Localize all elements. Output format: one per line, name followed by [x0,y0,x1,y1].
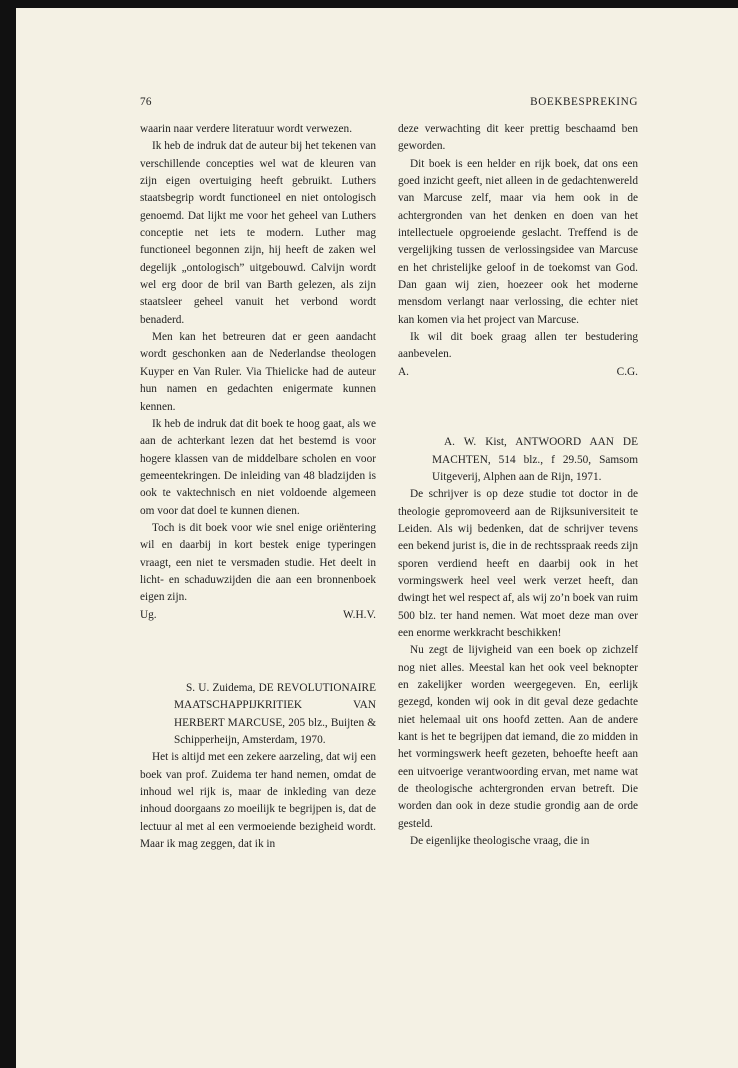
signature-initials: C.G. [616,365,638,378]
paragraph: Nu zegt de lijvigheid van een boek op zichzelf nog niet alles. Meestal kan het ook veel beknopter en zakelijker worden weergegeven. En, eerlijk gezegd, konden wij ook in dit geval deze gedachte niet helemaal uit ons hoofd zetten. Aan de andere kant is het te begrijpen dat iemand, die zo midden in het vormingswerk heeft gezeten, behoefte heeft aan een uitvoerige verantwoording ervan, met name wat de theologische achtergronden ervan betreft. Die worden dan ook in deze studie grondig aan de orde gesteld. [398,644,638,830]
scan-border-top [0,0,738,8]
paragraph: De eigenlijke theologische vraag, die in [410,835,590,848]
signature-initials: W.H.V. [343,608,376,621]
left-column [140,121,376,853]
paragraph: Toch is dit boek voor wie snel enige oriëntering wil en daarbij in kort bestek enige typeringen vraagt, een niet te versmaden studie. Het deelt in licht- en schaduwzijden die aan een bronnenboek eigen zijn. [140,521,376,604]
paragraph: Dit boek is een helder en rijk boek, dat ons een goed inzicht geeft, niet alleen in de gedachtenwereld van Marcuse zelf, maar via hem ook in de achtergronden van het denken en doen van het intellectuele opgroeiende geslacht. Treffend is de vergelijking tussen de verlossingsidee van Marcuse en het christelijke geloof in de toekomst van God. Dan gaan wij zien, hoezeer ook het moderne mensdom verlangt naar verlossing, die echter niet kan komen via het project van Marcuse. [398,157,638,326]
right-column [398,121,638,850]
review-heading: A. W. Kist, ANTWOORD AAN DE MACHTEN, 514 blz., f 29.50, Samsom Uitgeverij, Alphen aan de Rijn, 1971. [432,436,638,483]
signature-place: A. [398,365,409,378]
paragraph: Ik heb de indruk dat de auteur bij het tekenen van verschillende concepties wel wat de kleuren van zijn eigen overtuiging heeft gebruikt. Luthers staatsbegrip wordt functioneel en niet ontologisch genoemd. Dat lijkt me voor het geheel van Luthers conceptie net iets te modern. Luther mag functioneel begonnen zijn, hij heeft de zaken wel degelijk „ontologisch” uitgebouwd. Calvijn wordt wel erg door de bril van Barth gelezen, als zijn staatsleer geheel vanuit het verbond wordt benaderd. [140,140,376,326]
paragraph: De schrijver is op deze studie tot doctor in de theologie gepromoveerd aan de Rijksuniversiteit te Leiden. Als wij bedenken, dat de schrijver tevens een bekend jurist is, die in de rechtsspraak reeds zijn sporen verdiend heeft en daarbij ook in het vormingswerk heel veel werk verzet heeft, dan dwingt het wel respect af, als wij zo’n boek van ruim 500 blz. ter hand nemen. Wat moet deze man over een enorme werkkracht beschikken! [398,488,638,639]
paragraph: Ik heb de indruk dat dit boek te hoog gaat, als we aan de achterkant lezen dat het bestemd is voor hogere klassen van de middelbare scholen en voor gemeentekringen. De inleiding van 48 bladzijden is ook te vaktechnisch en niet voldoende algemeen om voor dat doel te kunnen dienen. [140,417,376,517]
spacer [398,381,638,434]
paragraph: waarin naar verdere literatuur wordt verwezen. [140,123,353,135]
review-signature [398,364,638,381]
paragraph: deze verwachting dit keer prettig beschaamd ben geworden. [398,123,638,153]
spacer [140,624,376,680]
paragraph: Het is altijd met een zekere aarzeling, dat wij een boek van prof. Zuidema ter hand nemen, omdat de inhoud wel rijk is, maar de inkleding van deze inhoud doorgaans zo moeilijk te begrijpen is, dat de lectuur al met al een vermoeiende bezigheid wordt. Maar ik mag zeggen, dat ik in [140,751,376,851]
page-number: 76 [140,96,152,108]
paragraph: Ik wil dit boek graag allen ter bestudering aanbevelen. [398,331,638,361]
review-heading: S. U. Zuidema, DE REVOLUTIONAIRE MAATSCHAPPIJKRITIEK VAN HERBERT MARCUSE, 205 blz., Buijten & Schipperheijn, Amsterdam, 1970. [174,681,376,746]
review-signature [140,607,376,624]
scan-border-left [0,0,16,1068]
running-header [140,96,638,110]
paragraph: Men kan het betreuren dat er geen aandacht wordt geschonken aan de Nederlandse theologen Kuyper en Van Ruler. Via Thielicke had de auteur hun namen en gedachten enigermate kunnen kennen. [140,331,376,413]
signature-place: Ug. [140,608,157,621]
section-title: BOEKBESPREKING [530,96,638,108]
